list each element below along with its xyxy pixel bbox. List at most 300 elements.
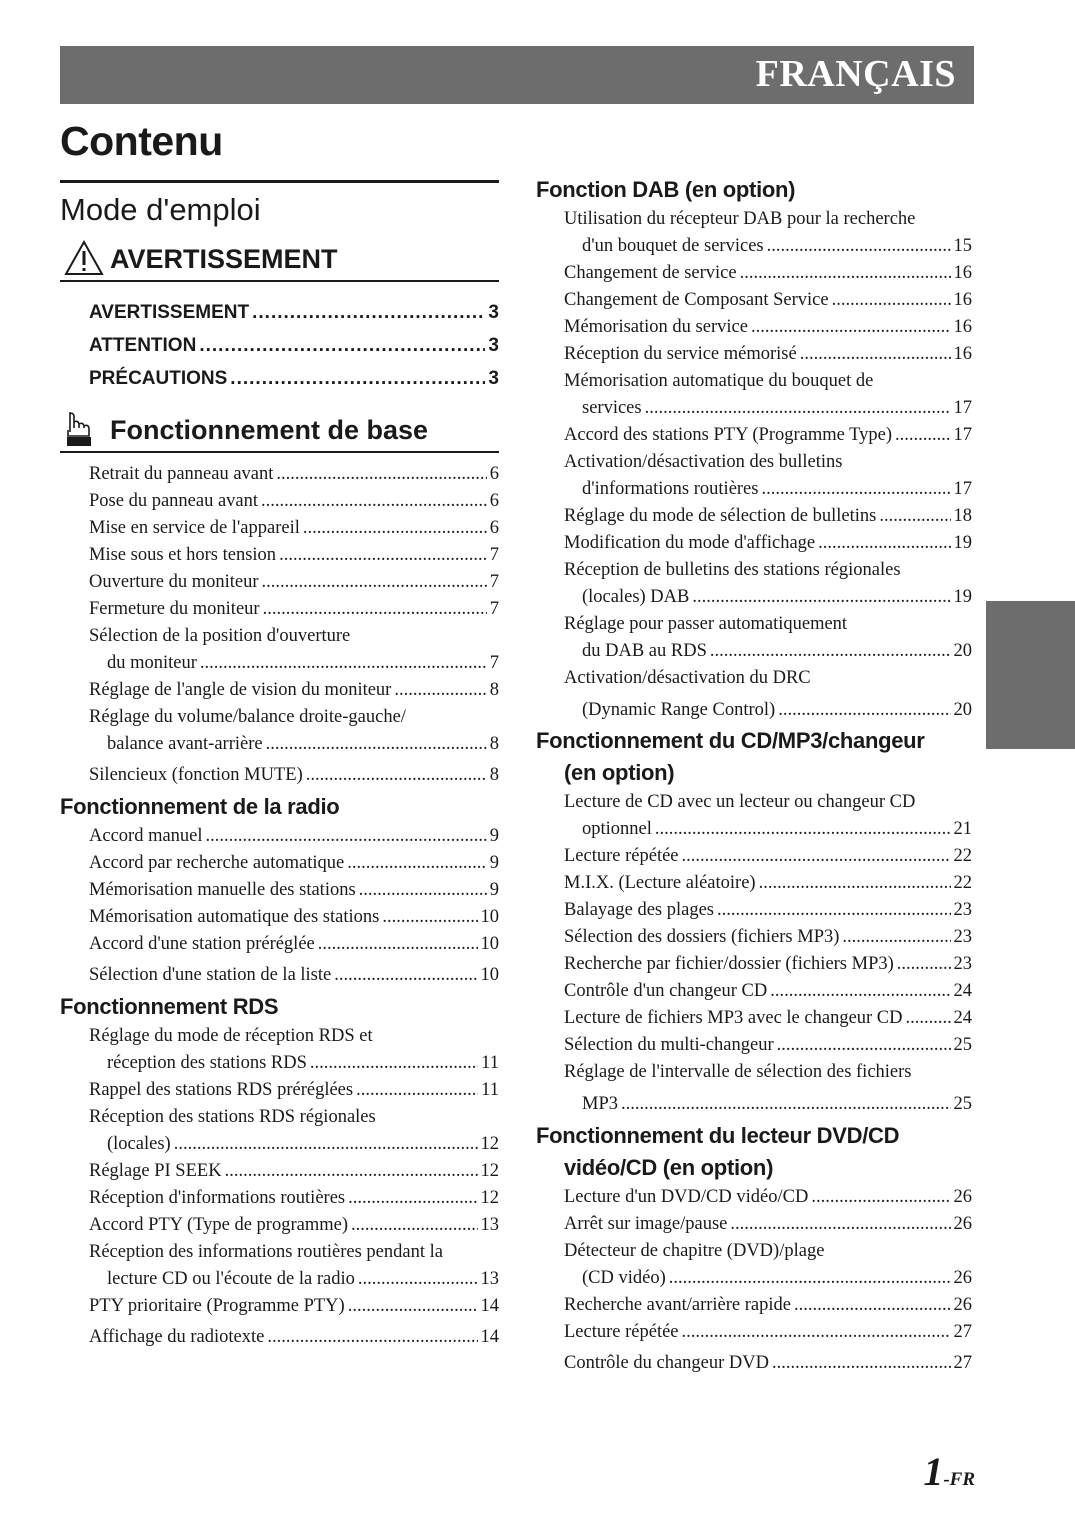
- leader-dots: [358, 1266, 478, 1293]
- toc-entry-page: 26: [953, 1295, 972, 1315]
- leader-dots: [777, 1032, 951, 1059]
- toc-entry: [564, 1059, 972, 1118]
- toc-entry: [564, 1292, 972, 1319]
- toc-entry-page: 9: [489, 880, 499, 900]
- toc-entry: [89, 1239, 499, 1293]
- leader-dots: [276, 461, 486, 488]
- radio-list: [60, 823, 499, 989]
- toc-entry-lastline: [89, 461, 499, 488]
- toc-entry-page: 10: [480, 907, 499, 927]
- leader-dots: [303, 515, 487, 542]
- toc-entry-label: optionnel: [582, 819, 652, 839]
- toc-entry-label: Accord manuel: [89, 826, 203, 846]
- leader-dots: [730, 1211, 950, 1238]
- leader-dots: [772, 1350, 951, 1377]
- leader-dots: [740, 260, 951, 287]
- toc-entry-page: 14: [480, 1327, 499, 1347]
- toc-entry-lastline: [564, 897, 972, 924]
- toc-entry-label: (Dynamic Range Control): [582, 700, 776, 720]
- toc-entry: [89, 569, 499, 596]
- toc-entry-label: AVERTISSEMENT: [89, 301, 250, 323]
- leader-dots: [682, 843, 951, 870]
- toc-entry: [564, 1032, 972, 1059]
- leader-dots: [818, 530, 950, 557]
- toc-entry: [564, 611, 972, 665]
- toc-entry: [564, 1238, 972, 1292]
- toc-left-column: [60, 180, 499, 1351]
- leader-dots: [710, 638, 951, 665]
- toc-entry: [89, 1158, 499, 1185]
- toc-entry: [89, 329, 499, 362]
- toc-entry-label: Mémorisation manuelle des stations: [89, 880, 356, 900]
- leader-dots: [306, 762, 487, 789]
- toc-entry-page: 7: [489, 545, 499, 565]
- leader-dots: [174, 1131, 478, 1158]
- toc-entry: [564, 843, 972, 870]
- leader-dots: [262, 569, 487, 596]
- toc-entry-page: 12: [480, 1188, 499, 1208]
- leader-dots: [206, 823, 487, 850]
- toc-entry-page: 7: [489, 653, 499, 673]
- toc-entry-lastline: [564, 816, 972, 843]
- leader-dots: [199, 335, 485, 357]
- toc-entry-page: 10: [480, 934, 499, 954]
- toc-entry-page: 23: [953, 954, 972, 974]
- leader-dots: [334, 962, 477, 989]
- toc-entry-line: Mémorisation automatique du bouquet de: [564, 371, 874, 391]
- toc-entry-page: 7: [489, 572, 499, 592]
- toc-entry-label: d'informations routières: [582, 479, 759, 499]
- toc-entry: [564, 870, 972, 897]
- toc-entry: [564, 978, 972, 1005]
- toc-entry-page: 24: [953, 981, 972, 1001]
- leader-dots: [382, 904, 477, 931]
- toc-entry-label: Accord PTY (Type de programme): [89, 1215, 348, 1235]
- toc-entry-page: 19: [953, 533, 972, 553]
- toc-entry-line: Réception des informations routières pendant la: [89, 1242, 443, 1262]
- toc-entry: [89, 931, 499, 958]
- leader-dots: [310, 1050, 478, 1077]
- page-number-value: 1: [923, 1449, 944, 1494]
- toc-entry-label: Accord par recherche automatique: [89, 853, 345, 873]
- toc-entry-lastline: [89, 1212, 499, 1239]
- toc-entry-page: 15: [953, 236, 972, 256]
- toc-entry-lastline: [564, 314, 972, 341]
- toc-entry-page: 12: [480, 1161, 499, 1181]
- toc-entry-label: Ouverture du moniteur: [89, 572, 259, 592]
- toc-entry-line: Activation/désactivation du DRC: [564, 668, 811, 688]
- leader-dots: [761, 476, 950, 503]
- leader-dots: [692, 584, 950, 611]
- toc-entry-label: Réception du service mémorisé: [564, 344, 797, 364]
- toc-entry-line: Lecture de CD avec un lecteur ou changeur CD: [564, 792, 916, 812]
- toc-entry-lastline: [564, 476, 972, 503]
- toc-entry-lastline: [564, 503, 972, 530]
- toc-entry-lastline: [89, 596, 499, 623]
- warning-triangle-icon: [60, 238, 110, 278]
- toc-entry: [564, 449, 972, 503]
- toc-entry-lastline: [89, 569, 499, 596]
- toc-entry-lastline: [89, 1050, 499, 1077]
- toc-entry-lastline: [89, 962, 499, 989]
- toc-entry-page: 16: [953, 317, 972, 337]
- toc-entry-page: 22: [953, 846, 972, 866]
- toc-entry-lastline: [564, 843, 972, 870]
- toc-entry-page: 6: [489, 518, 499, 538]
- toc-entry-label: d'un bouquet de services: [582, 236, 764, 256]
- toc-entry: [89, 1023, 499, 1077]
- toc-entry-label: Balayage des plages: [564, 900, 714, 920]
- toc-entry-lastline: [564, 584, 972, 611]
- dvd-heading: [536, 1120, 972, 1184]
- leader-dots: [279, 542, 487, 569]
- toc-entry-lastline: [564, 638, 972, 665]
- toc-entry-label: du DAB au RDS: [582, 641, 707, 661]
- toc-entry-label: lecture CD ou l'écoute de la radio: [107, 1269, 355, 1289]
- toc-entry-lastline: [564, 978, 972, 1005]
- toc-entry-label: Réglage de l'angle de vision du moniteur: [89, 680, 392, 700]
- toc-entry: [89, 596, 499, 623]
- toc-entry-label: Mise en service de l'appareil: [89, 518, 300, 538]
- toc-entry-page: 24: [953, 1008, 972, 1028]
- leader-dots: [252, 302, 485, 324]
- toc-entry-label: Changement de Composant Service: [564, 290, 829, 310]
- toc-entry-lastline: [564, 1319, 972, 1346]
- mode-title: Mode d'emploi: [60, 192, 261, 227]
- toc-entry-label: (CD vidéo): [582, 1268, 666, 1288]
- toc-entry-line: Réglage de l'intervalle de sélection des fichiers: [564, 1062, 912, 1082]
- toc-entry-page: 14: [480, 1296, 499, 1316]
- toc-entry-page: 12: [480, 1134, 499, 1154]
- toc-entry-page: 10: [480, 965, 499, 985]
- leader-dots: [811, 1184, 950, 1211]
- toc-entry-page: 17: [953, 398, 972, 418]
- toc-entry-page: 19: [953, 587, 972, 607]
- toc-entry: [89, 515, 499, 542]
- toc-entry-label: MP3: [582, 1094, 618, 1114]
- leader-dots: [800, 341, 951, 368]
- toc-entry-page: 8: [489, 734, 499, 754]
- toc-entry: [564, 287, 972, 314]
- toc-entry-lastline: [564, 870, 972, 897]
- toc-entry: [89, 461, 499, 488]
- toc-entry-page: 21: [953, 819, 972, 839]
- toc-entry: [564, 1319, 972, 1346]
- toc-entry-lastline: [564, 395, 972, 422]
- toc-entry-lastline: [564, 1091, 972, 1118]
- toc-entry-page: 20: [953, 641, 972, 661]
- cd-heading-line2: (en option): [564, 760, 675, 785]
- toc-entry-page: 18: [953, 506, 972, 526]
- leader-dots: [682, 1319, 951, 1346]
- toc-entry: [564, 1184, 972, 1211]
- toc-entry-label: Réglage du mode de sélection de bulletins: [564, 506, 877, 526]
- base-heading-text: Fonctionnement de base: [110, 415, 429, 445]
- toc-entry: [89, 1293, 499, 1320]
- toc-entry-label: Contrôle d'un changeur CD: [564, 981, 768, 1001]
- leader-dots: [347, 850, 486, 877]
- toc-entry-label: Modification du mode d'affichage: [564, 533, 816, 553]
- toc-entry-page: 25: [953, 1094, 972, 1114]
- toc-entry: [564, 341, 972, 368]
- radio-heading: Fonctionnement de la radio: [60, 794, 340, 819]
- toc-entry-label: Réception d'informations routières: [89, 1188, 346, 1208]
- toc-entry-page: 6: [489, 491, 499, 511]
- leader-dots: [879, 503, 950, 530]
- toc-entry: [89, 704, 499, 758]
- toc-entry-page: 26: [953, 1214, 972, 1234]
- dvd-heading-line1: Fonctionnement du lecteur DVD/CD: [536, 1123, 900, 1148]
- toc-entry-lastline: [564, 1005, 972, 1032]
- toc-entry-line: Utilisation du récepteur DAB pour la recherche: [564, 209, 916, 229]
- toc-entry: [89, 962, 499, 989]
- leader-dots: [621, 1091, 951, 1118]
- toc-entry-page: 27: [953, 1322, 972, 1342]
- toc-entry: [564, 1211, 972, 1238]
- toc-entry-lastline: [89, 1293, 499, 1320]
- leader-dots: [225, 1158, 478, 1185]
- toc-entry-label: Mémorisation automatique des stations: [89, 907, 380, 927]
- toc-entry-label: (locales): [107, 1134, 171, 1154]
- toc-entry-page: 20: [953, 700, 972, 720]
- toc-entry-lastline: [564, 951, 972, 978]
- toc-entry-lastline: [89, 515, 499, 542]
- toc-entry-lastline: [89, 488, 499, 515]
- leader-dots: [751, 314, 951, 341]
- warning-heading-text: AVERTISSEMENT: [110, 244, 338, 274]
- toc-entry-page: 16: [953, 344, 972, 364]
- page-number: [923, 1448, 975, 1495]
- toc-entry-lastline: [89, 823, 499, 850]
- toc-entry-page: 8: [489, 680, 499, 700]
- toc-entry-label: Mémorisation du service: [564, 317, 748, 337]
- leader-dots: [263, 596, 487, 623]
- toc-entry-lastline: [89, 850, 499, 877]
- toc-entry-lastline: [564, 1211, 972, 1238]
- leader-dots: [669, 1265, 951, 1292]
- toc-entry: [564, 260, 972, 287]
- toc-entry-lastline: [564, 924, 972, 951]
- toc-entry-label: Lecture d'un DVD/CD vidéo/CD: [564, 1187, 809, 1207]
- cd-heading-line1: Fonctionnement du CD/MP3/changeur: [536, 728, 925, 753]
- toc-entry-lastline: [89, 877, 499, 904]
- page-title: Contenu: [60, 118, 223, 164]
- toc-entry-label: balance avant-arrière: [107, 734, 263, 754]
- leader-dots: [717, 897, 951, 924]
- leader-dots: [356, 1077, 478, 1104]
- toc-entry-lastline: [564, 1265, 972, 1292]
- toc-entry: [89, 542, 499, 569]
- toc-entry-page: 27: [953, 1353, 972, 1373]
- toc-entry-page: 23: [953, 900, 972, 920]
- leader-dots: [778, 697, 950, 724]
- toc-entry: [89, 677, 499, 704]
- toc-entry: [564, 503, 972, 530]
- toc-entry-lastline: [564, 422, 972, 449]
- toc-entry: [89, 1104, 499, 1158]
- toc-entry-label: (locales) DAB: [582, 587, 690, 607]
- toc-entry-label: réception des stations RDS: [107, 1053, 307, 1073]
- leader-dots: [230, 368, 485, 390]
- toc-entry-label: Lecture répétée: [564, 846, 679, 866]
- toc-entry: [89, 296, 499, 329]
- toc-entry-label: Lecture de fichiers MP3 avec le changeur CD: [564, 1008, 903, 1028]
- toc-entry-label: ATTENTION: [89, 334, 197, 356]
- toc-entry: [89, 877, 499, 904]
- toc-entry-lastline: [564, 260, 972, 287]
- toc-entry-line: Sélection de la position d'ouverture: [89, 626, 351, 646]
- toc-entry-lastline: [89, 1185, 499, 1212]
- toc-entry-page: 9: [489, 853, 499, 873]
- toc-entry-label: Contrôle du changeur DVD: [564, 1353, 769, 1373]
- toc-entry-line: Réglage du mode de réception RDS et: [89, 1026, 373, 1046]
- leader-dots: [348, 1185, 477, 1212]
- toc-entry-lastline: [89, 542, 499, 569]
- toc-entry-label: Changement de service: [564, 263, 737, 283]
- heading-rule: [60, 180, 499, 183]
- toc-entry-lastline: [564, 1292, 972, 1319]
- toc-entry: [89, 904, 499, 931]
- leader-dots: [759, 870, 951, 897]
- leader-dots: [655, 816, 951, 843]
- toc-entry-page: 17: [953, 425, 972, 445]
- toc-entry-label: Recherche avant/arrière rapide: [564, 1295, 791, 1315]
- leader-dots: [318, 931, 478, 958]
- toc-entry-label: Accord des stations PTY (Programme Type): [564, 425, 893, 445]
- leader-dots: [645, 395, 951, 422]
- section-tab-marker: [986, 601, 1075, 749]
- toc-entry: [564, 314, 972, 341]
- toc-entry-label: PRÉCAUTIONS: [89, 367, 228, 389]
- toc-entry: [564, 206, 972, 260]
- toc-entry: [564, 530, 972, 557]
- toc-entry-page: 25: [953, 1035, 972, 1055]
- toc-entry: [89, 623, 499, 677]
- toc-entry-page: 8: [489, 765, 499, 785]
- toc-entry-lastline: [89, 731, 499, 758]
- toc-entry: [89, 488, 499, 515]
- leader-dots: [770, 978, 950, 1005]
- leader-dots: [832, 287, 951, 314]
- language-label: FRANÇAIS: [755, 53, 956, 95]
- toc-entry-lastline: [89, 1266, 499, 1293]
- rds-heading: Fonctionnement RDS: [60, 994, 279, 1019]
- toc-entry-line: Détecteur de chapitre (DVD)/plage: [564, 1241, 825, 1261]
- toc-entry-label: Affichage du radiotexte: [89, 1327, 265, 1347]
- base-heading: [60, 407, 499, 449]
- toc-entry-lastline: [89, 677, 499, 704]
- toc-entry-line: Réception de bulletins des stations régionales: [564, 560, 901, 580]
- toc-entry-label: M.I.X. (Lecture aléatoire): [564, 873, 756, 893]
- toc-entry-lastline: [89, 650, 499, 677]
- toc-entry-lastline: [89, 904, 499, 931]
- toc-entry-line: Réglage pour passer automatiquement: [564, 614, 848, 634]
- toc-entry-line: Activation/désactivation des bulletins: [564, 452, 843, 472]
- toc-entry-label: Réglage PI SEEK: [89, 1161, 222, 1181]
- toc-entry-lastline: [564, 1184, 972, 1211]
- leader-dots: [267, 1324, 477, 1351]
- toc-entry-page: 16: [953, 263, 972, 283]
- toc-entry-label: PTY prioritaire (Programme PTY): [89, 1296, 345, 1316]
- leader-dots: [842, 924, 950, 951]
- rds-list: [60, 1023, 499, 1351]
- dab-list: [536, 206, 972, 724]
- toc-entry-lastline: [564, 697, 972, 724]
- toc-entry-page: 17: [953, 479, 972, 499]
- leader-dots: [906, 1005, 951, 1032]
- warning-list: [60, 282, 499, 407]
- dvd-heading-line2: vidéo/CD (en option): [564, 1155, 774, 1180]
- dvd-list: [536, 1184, 972, 1377]
- toc-entry: [89, 1077, 499, 1104]
- toc-entry: [564, 557, 972, 611]
- toc-entry-page: 23: [953, 927, 972, 947]
- toc-entry-lastline: [564, 530, 972, 557]
- leader-dots: [895, 422, 950, 449]
- toc-entry: [89, 362, 499, 395]
- toc-entry: [564, 368, 972, 422]
- toc-entry-label: Mise sous et hors tension: [89, 545, 277, 565]
- toc-entry-page: 6: [489, 464, 499, 484]
- toc-entry-page: 26: [953, 1268, 972, 1288]
- cd-list: [536, 789, 972, 1118]
- toc-entry-label: services: [582, 398, 642, 418]
- toc-entry-lastline: [564, 287, 972, 314]
- toc-entry-page: 13: [480, 1269, 499, 1289]
- toc-entry-page: 13: [480, 1215, 499, 1235]
- toc-entry: [564, 1350, 972, 1377]
- toc-entry-lastline: [564, 341, 972, 368]
- toc-entry-line: Réglage du volume/balance droite-gauche/: [89, 707, 406, 727]
- toc-entry: [89, 1185, 499, 1212]
- toc-entry: [564, 924, 972, 951]
- language-banner: [60, 46, 974, 104]
- warning-heading: [60, 236, 499, 278]
- base-list: [60, 453, 499, 789]
- leader-dots: [261, 488, 487, 515]
- toc-entry: [564, 1005, 972, 1032]
- toc-entry: [89, 823, 499, 850]
- leader-dots: [348, 1293, 478, 1320]
- toc-entry: [89, 850, 499, 877]
- toc-entry-label: Recherche par fichier/dossier (fichiers MP3): [564, 954, 894, 974]
- toc-entry: [564, 422, 972, 449]
- toc-entry-label: Rappel des stations RDS préréglées: [89, 1080, 354, 1100]
- page-number-suffix: -FR: [943, 1469, 975, 1490]
- toc-entry-lastline: [89, 762, 499, 789]
- toc-entry: [564, 897, 972, 924]
- toc-entry-page: 3: [488, 367, 499, 389]
- toc-entry: [89, 762, 499, 789]
- toc-entry-lastline: [89, 1077, 499, 1104]
- toc-entry-page: 7: [489, 599, 499, 619]
- cd-heading: [536, 725, 972, 789]
- toc-entry-lastline: [564, 1032, 972, 1059]
- toc-entry: [89, 1212, 499, 1239]
- toc-entry-page: 3: [488, 301, 499, 323]
- leader-dots: [359, 877, 487, 904]
- toc-entry: [89, 1324, 499, 1351]
- toc-entry-label: Fermeture du moniteur: [89, 599, 260, 619]
- toc-entry-lastline: [564, 233, 972, 260]
- leader-dots: [794, 1292, 951, 1319]
- toc-entry-lastline: [89, 1158, 499, 1185]
- leader-dots: [351, 1212, 478, 1239]
- toc-entry-page: 3: [488, 334, 499, 356]
- toc-entry-page: 22: [953, 873, 972, 893]
- toc-entry-label: Silencieux (fonction MUTE): [89, 765, 303, 785]
- toc-entry: [564, 951, 972, 978]
